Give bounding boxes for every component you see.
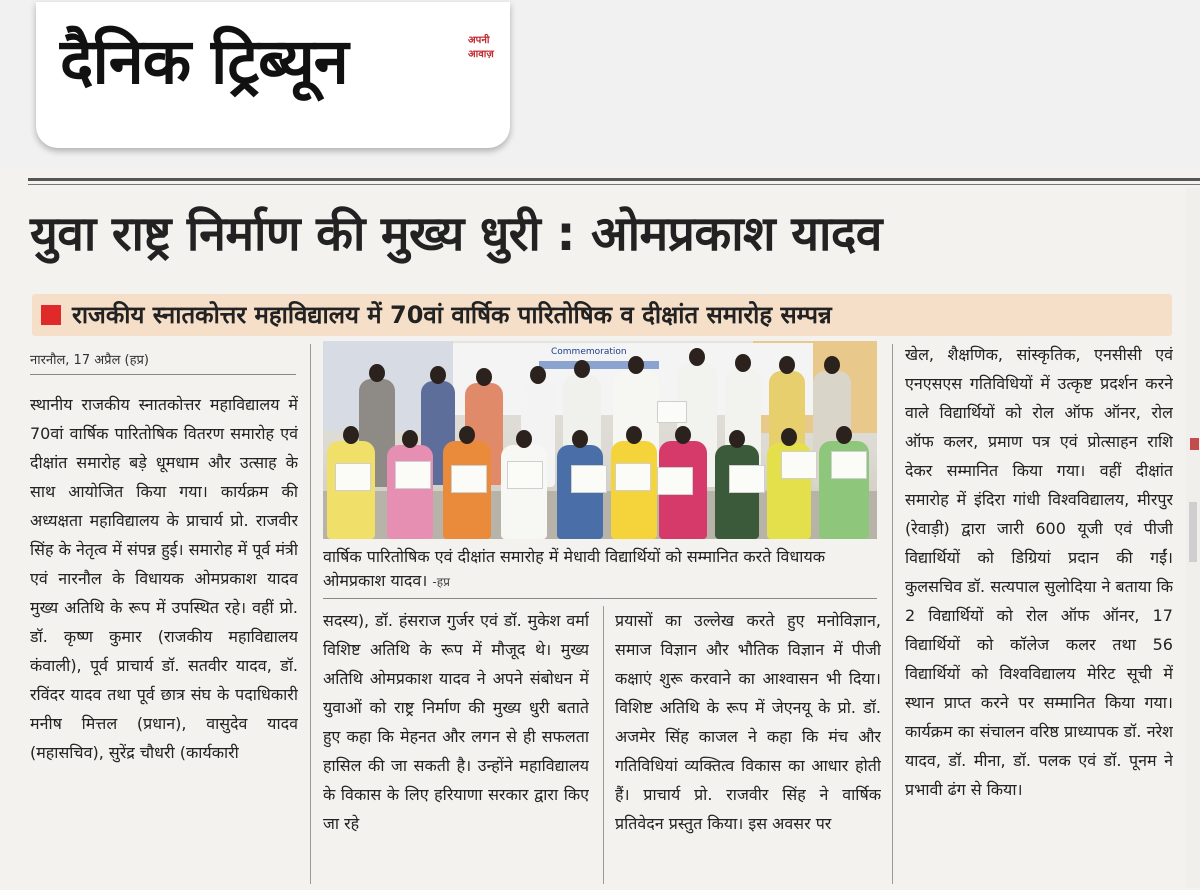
certificate: [831, 451, 867, 479]
person-head: [402, 430, 418, 448]
person-head: [369, 364, 385, 382]
article-column-3: प्रयासों का उल्लेख करते हुए मनोविज्ञान, समाज विज्ञान और भौतिक विज्ञान में पीजी कक्षाएं शुरू करवाने का आश्वासन भी दिया। विशिष्ट अतिथि के रूप में जेएनयू के प्रो. डॉ. अजमेर सिंह काजल ने कहा कि मंच और गतिविधियां व्यक्तित्व विकास का आधार होती हैं। प्राचार्य प्रो. राजवीर सिंह ने वार्षिक प्रतिवेदन प्रस्तुत किया। इस अवसर पर: [615, 611, 881, 833]
person-head: [628, 356, 644, 374]
certificate: [451, 465, 487, 493]
person-head: [824, 356, 840, 374]
newspaper-name: दैनिक ट्रिब्यून: [60, 25, 348, 98]
photo-caption-text: वार्षिक पारितोषिक एवं दीक्षांत समारोह में मेधावी विद्यार्थियों को सम्मानित करते विधायक ओमप्रकाश यादव।: [323, 547, 826, 590]
certificate: [657, 401, 687, 423]
news-photo: [323, 341, 877, 539]
certificate: [571, 465, 607, 493]
person-head: [689, 348, 705, 366]
person-head: [574, 360, 590, 378]
person-head: [459, 426, 475, 444]
column-divider: [310, 344, 311, 884]
person-figure: [501, 445, 547, 539]
masthead-tagline: अपनी आवाज़: [468, 35, 494, 60]
certificate: [729, 465, 765, 493]
certificate: [657, 467, 693, 495]
person-head: [516, 430, 532, 448]
photo-caption: [323, 545, 877, 594]
certificate: [335, 463, 371, 491]
article-column-1: स्थानीय राजकीय स्नातकोत्तर महाविद्यालय में 70वां वार्षिक पारितोषिक वितरण समारोह एवं दीक्षांत समारोह बड़े धूमधाम और उत्साह के साथ आयोजित किया गया। कार्यक्रम की अध्यक्षता महाविद्यालय के प्राचार्य प्रो. राजवीर सिंह के नेतृत्व में संपन्न हुई। समारोह में पूर्व मंत्री एवं नारनौल के विधायक ओमप्रकाश यादव मुख्य अतिथि के रूप में उपस्थित रहे। वहीं प्रो. डॉ. कृष्ण कुमार (राजकीय महाविद्यालय कंवाली), पूर्व प्राचार्य डॉ. सतवीर यादव, डॉ. रविंदर यादव तथा पूर्व छात्र संघ के पदाधिकारी मनीष मित्तल (प्रधान), वासुदेव यादव (महासचिव), सुरेंद्र चौधरी (कार्यकारी: [30, 395, 298, 762]
subheadline-box: [32, 294, 1172, 336]
column-divider: [892, 344, 893, 884]
person-head: [626, 426, 642, 444]
adjacent-page-mark: [1190, 438, 1199, 450]
person-head: [729, 430, 745, 448]
person-head: [836, 426, 852, 444]
photo-credit: -हप्र: [432, 575, 450, 589]
article-column-4: खेल, शैक्षणिक, सांस्कृतिक, एनसीसी एवं एनएसएस गतिविधियों में उत्कृष्ट प्रदर्शन करने वाले विद्यार्थियों को रोल ऑफ ऑनर, रोल ऑफ कलर, प्रमाण पत्र एवं प्रोत्साहन राशि देकर सम्मानित किया गया। वहीं दीक्षांत समारोह में इंदिरा गांधी विश्वविद्यालय, मीरपुर (रेवाड़ी) द्वारा जारी 600 यूजी एवं पीजी विद्यार्थियों को डिग्रियां प्रदान की गईं। कुलसचिव डॉ. सत्यपाल सुलोदिया ने बताया कि 2 विद्यार्थियों को रोल ऑफ ऑनर, 17 विद्यार्थियों को कॉलेज कलर तथा 56 विद्यार्थियों को विश्वविद्यालय मेरिट सूची में स्थान प्राप्त करने पर सम्मानित किया गया। कार्यक्रम का संचालन वरिष्ठ प्राध्यापक डॉ. नरेश यादव, डॉ. मीना, डॉ. पलक एवं डॉ. पूनम ने प्रभावी ढंग से किया।: [905, 345, 1173, 799]
top-rule: [28, 178, 1200, 181]
adjacent-page-mark: [1189, 502, 1197, 562]
person-head: [572, 430, 588, 448]
article-column-2: सदस्य), डॉ. हंसराज गुर्जर एवं डॉ. मुकेश वर्मा विशिष्ट अतिथि के रूप में मौजूद थे। मुख्य अतिथि ओमप्रकाश यादव ने अपने संबोधन में युवाओं को राष्ट्र निर्माण की मुख्य धुरी बताते हुए कहा कि मेहनत और लगन से ही सफलता हासिल की जा सकती है। उन्होंने महाविद्यालय के विकास के लिए हरियाणा सरकार द्वारा किए जा रहे: [323, 611, 589, 833]
certificate: [615, 463, 651, 491]
red-square-bullet-icon: [41, 305, 61, 325]
column-divider: [603, 606, 604, 884]
certificate: [395, 461, 431, 489]
person-head: [476, 368, 492, 386]
person-figure: [387, 445, 433, 539]
dateline: नारनौल, 17 अप्रैल (हप्र): [30, 353, 149, 368]
adjacent-page-edge: [1186, 188, 1200, 888]
person-head: [430, 366, 446, 384]
certificate: [507, 461, 543, 489]
top-rule-thin: [28, 184, 1200, 185]
subheadline: राजकीय स्नातकोत्तर महाविद्यालय में 70वां वार्षिक पारितोषिक व दीक्षांत समारोह सम्पन्न: [72, 301, 832, 329]
masthead: [36, 2, 510, 148]
headline: युवा राष्ट्र निर्माण की मुख्य धुरी : ओमप्रकाश यादव: [30, 206, 882, 262]
certificate: [781, 451, 817, 479]
photo-banner-title: Commemoration: [551, 347, 627, 357]
person-head: [735, 354, 751, 372]
person-head: [779, 356, 795, 374]
person-head: [781, 428, 797, 446]
person-head: [675, 426, 691, 444]
caption-rule: [323, 598, 877, 599]
person-head: [343, 426, 359, 444]
person-head: [530, 366, 546, 384]
dateline-rule: [30, 374, 296, 375]
